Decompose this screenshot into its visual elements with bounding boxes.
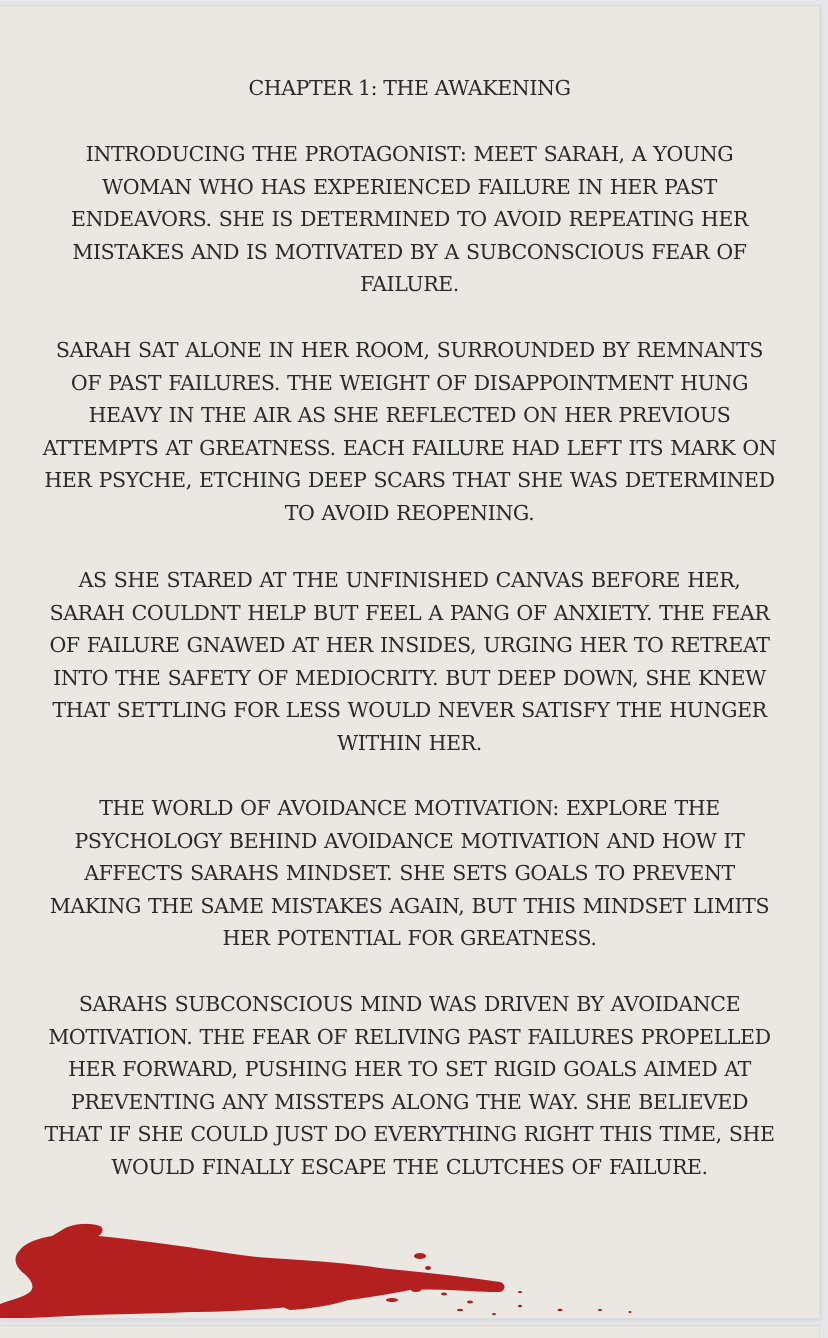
blood-splatter-icon: [0, 1206, 819, 1318]
paragraph-subconscious-mind: SARAHS SUBCONSCIOUS MIND WAS DRIVEN BY AVOIDANCE MOTIVATION. THE FEAR OF RELIVING PAST FAILURES PROPELLED HER FORWARD, PUSHING HER TO SET RIGID GOALS AIMED AT PREVENTING ANY MISSTEPS ALONG THE WAY. SHE BELIEVED THAT IF SHE COULD JUST DO EVERYTHING RIGHT THIS TIME, SHE WOULD FINALLY ESCAPE THE CLUTCHES OF FAILURE.: [44, 992, 775, 1179]
document-page: [0, 6, 819, 1318]
paragraph-avoidance-motivation: THE WORLD OF AVOIDANCE MOTIVATION: EXPLORE THE PSYCHOLOGY BEHIND AVOIDANCE MOTIVATION AND HOW IT AFFECTS SARAHS MINDSET. SHE SETS GOALS TO PREVENT MAKING THE SAME MISTAKES AGAIN, BUT THIS MINDSET LIMITS HER POTENTIAL FOR GREATNESS.: [49, 796, 770, 951]
chapter-title: CHAPTER 1: THE AWAKENING: [248, 76, 571, 100]
paragraph-sarah-room: SARAH SAT ALONE IN HER ROOM, SURROUNDED BY REMNANTS OF PAST FAILURES. THE WEIGHT OF DISAPPOINTMENT HUNG HEAVY IN THE AIR AS SHE REFLECTED ON HER PREVIOUS ATTEMPTS AT GREATNESS. EACH FAILURE HAD LEFT ITS MARK ON HER PSYCHE, ETCHING DEEP SCARS THAT SHE WAS DETERMINED TO AVOID REOPENING.: [42, 338, 777, 525]
paragraph-protagonist-intro: INTRODUCING THE PROTAGONIST: MEET SARAH, A YOUNG WOMAN WHO HAS EXPERIENCED FAILURE IN HER PAST ENDEAVORS. SHE IS DETERMINED TO AVOID REPEATING HER MISTAKES AND IS MOTIVATED BY A SUBCONSCIOUS FEAR OF FAILURE.: [71, 142, 748, 297]
next-page-edge: [0, 1326, 819, 1338]
paragraph-unfinished-canvas: AS SHE STARED AT THE UNFINISHED CANVAS BEFORE HER, SARAH COULDNT HELP BUT FEEL A PANG OF ANXIETY. THE FEAR OF FAILURE GNAWED AT HER INSIDES, URGING HER TO RETREAT INTO THE SAFETY OF MEDIOCRITY. BUT DEEP DOWN, SHE KNEW THAT SETTLING FOR LESS WOULD NEVER SATISFY THE HUNGER WITHIN HER.: [49, 568, 770, 755]
